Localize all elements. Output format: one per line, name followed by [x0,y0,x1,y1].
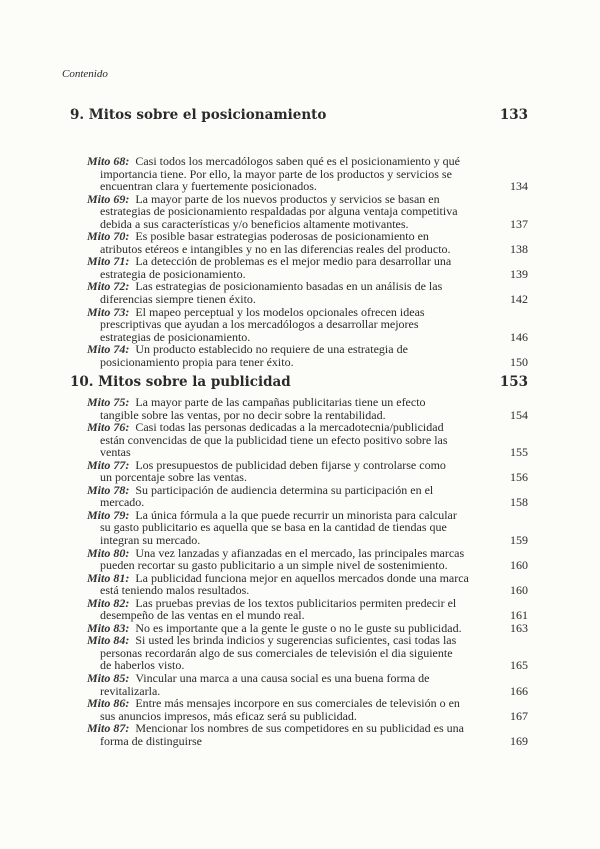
toc-entry [70,697,528,722]
section-positioning [70,105,528,368]
entry-text: Las pruebas previas de los textos publicitarios permiten predecir el [135,595,457,610]
entry-line [70,434,528,447]
entry-text: desempeño de las ventas en el mundo real. [100,608,305,623]
entry-text: Casi todos los mercadólogos saben qué es el posicionamiento y qué [135,154,460,168]
entry-text: No es importante que a la gente le guste o no le guste su publicidad. [135,620,462,635]
entry-page: 163 [510,620,528,635]
toc-entry [70,306,528,344]
section-title: 10. Mitos sobre la publicidad [70,374,291,390]
toc-entry [70,459,528,484]
entry-label: Mito 80: [87,545,130,560]
entry-text: ventas [100,445,131,460]
entry-text: Es posible basar estrategias poderosas de posicionamiento en [135,229,429,244]
entry-text: estrategia de posicionamiento. [100,266,246,281]
entry-text: diferencias siempre tienen éxito. [100,292,256,307]
section-advertising [70,372,528,747]
entry-text: personas recordarán algo de sus comerciales de televisión el dia siguiente [100,645,453,660]
toc-entry [70,343,528,368]
entry-text: está teniendo malos resultados. [100,583,250,598]
entry-text: Los presupuestos de publicidad deben fijarse y controlarse como [135,457,446,472]
entry-text: estrategias de posicionamiento. [100,329,251,344]
entry-line [70,356,528,369]
entry-page: 156 [510,470,528,485]
entry-text: La publicidad funciona mejor en aquellos mercados donde una marca [135,570,469,585]
toc-entry [70,155,528,193]
entry-text: importancia tiene. Por ello, la mayor parte de los productos y servicios se [100,166,452,181]
toc-entry [70,255,528,280]
entry-label: Mito 74: [87,342,130,357]
entry-label: Mito 76: [87,420,130,435]
entry-text: forma de distinguirse [100,733,202,748]
entry-text: La detección de problemas es el mejor medio para desarrollar una [135,254,452,269]
entry-label: Mito 81: [87,570,130,585]
entry-text: pueden recortar su gasto publicitario a un simple nivel de sostenimiento. [100,558,448,573]
toc-entry [70,280,528,305]
entry-label: Mito 82: [87,595,130,610]
toc-entry [70,230,528,255]
entry-text: La mayor parte de los nuevos productos y servicios se basan en [135,191,440,206]
entry-label: Mito 84: [87,633,130,648]
toc-entry [70,672,528,697]
entry-text: Entre más mensajes incorpore en sus comerciales de televisión o en [135,696,460,711]
entry-label: Mito 70: [87,229,130,244]
entry-page: 167 [510,708,528,723]
entry-text: están convencidas de que la publicidad tiene un efecto positivo sobre las [100,432,448,447]
entry-text: integran su mercado. [100,533,201,548]
entry-text: Mencionar los nombres de sus competidores en su publicidad es una [135,721,464,736]
section-page: 133 [499,107,528,123]
entry-text: debida a sus características y/o beneficios altamente motivantes. [100,216,409,231]
toc-entry [70,396,528,421]
entry-page: 134 [510,179,528,194]
entry-text: un porcentaje sobre las ventas. [100,470,247,485]
entry-label: Mito 73: [87,304,130,319]
entry-label: Mito 77: [87,457,130,472]
toc-entry [70,722,528,747]
entry-label: Mito 71: [87,254,130,269]
entry-text: estrategias de posicionamiento respaldadas por alguna ventaja competitiva [100,204,458,219]
entry-text: revitalizarla. [100,683,161,698]
entry-text: Si usted les brinda indicios y sugerencias suficientes, casi todas las [135,633,457,648]
entry-label: Mito 78: [87,482,130,497]
entry-text: El mapeo perceptual y los modelos opcionales ofrecen ideas [135,304,425,319]
entry-label: Mito 86: [87,696,130,711]
entry-page: 142 [510,292,528,307]
toc-entry [70,634,528,672]
entry-text: posicionamiento propia para tener éxito. [100,354,294,369]
entry-label: Mito 75: [87,395,130,409]
toc-entry [70,484,528,509]
entry-text: La única fórmula a la que puede recurrir un minorista para calcular [135,507,457,522]
entry-label: Mito 87: [87,721,130,736]
toc-entry [70,597,528,622]
entry-page: 154 [510,407,528,422]
entry-page: 161 [510,608,528,623]
entry-text: Las estrategias de posicionamiento basadas en un análisis de las [135,279,443,294]
running-head: Contenido [62,68,108,80]
entry-text: atributos etéreos e intangibles y no en las diferencias reales del producto. [100,241,451,256]
entry-label: Mito 72: [87,279,130,294]
section-heading [70,105,528,125]
section-heading [70,372,528,392]
entry-text: Un producto establecido no requiere de una estrategia de [135,342,408,357]
entry-text: su gasto publicitario es aquella que se basa en la cantidad de tiendas que [100,520,447,535]
entry-text: encuentran clara y fuertemente posicionados. [100,179,317,194]
entry-text: Vincular una marca a una causa social es una buena forma de [135,671,430,686]
entry-line [70,735,528,748]
entry-page: 160 [510,583,528,598]
entry-label: Mito 69: [87,191,130,206]
entry-label: Mito 85: [87,671,130,686]
entry-text: mercado. [100,495,145,510]
entry-text: de haberlos visto. [100,658,185,673]
entry-page: 169 [510,733,528,748]
entry-page: 165 [510,658,528,673]
entry-page: 166 [510,683,528,698]
entry-text: tangible sobre las ventas, por no decir sobre la rentabilidad. [100,407,386,422]
entry-page: 155 [510,445,528,460]
entry-list [70,155,528,368]
entry-text: Casi todas las personas dedicadas a la mercadotecnia/publicidad [135,420,444,435]
toc-entry [70,572,528,597]
entry-page: 158 [510,495,528,510]
entry-label: Mito 68: [87,154,130,168]
entry-page: 159 [510,533,528,548]
entry-page: 160 [510,558,528,573]
entry-label: Mito 79: [87,507,130,522]
toc-entry [70,547,528,572]
entry-page: 138 [510,241,528,256]
entry-page: 146 [510,329,528,344]
entry-text: sus anuncios impresos, más eficaz será su publicidad. [100,708,357,723]
entry-text: prescriptivas que ayudan a los mercadólogos a desarrollar mejores [100,317,419,332]
entry-text: Su participación de audiencia determina su participación en el [135,482,434,497]
entry-page: 150 [510,354,528,369]
toc-entry [70,193,528,231]
entry-list [70,396,528,747]
section-title: 9. Mitos sobre el posicionamiento [70,107,327,123]
section-page: 153 [499,374,528,390]
entry-page: 139 [510,266,528,281]
entry-text: La mayor parte de las campañas publicitarias tiene un efecto [135,395,426,409]
toc-entry [70,509,528,547]
entry-text: Una vez lanzadas y afianzadas en el mercado, las principales marcas [135,545,465,560]
entry-page: 137 [510,216,528,231]
entry-label: Mito 83: [87,620,130,635]
toc-entry [70,421,528,459]
